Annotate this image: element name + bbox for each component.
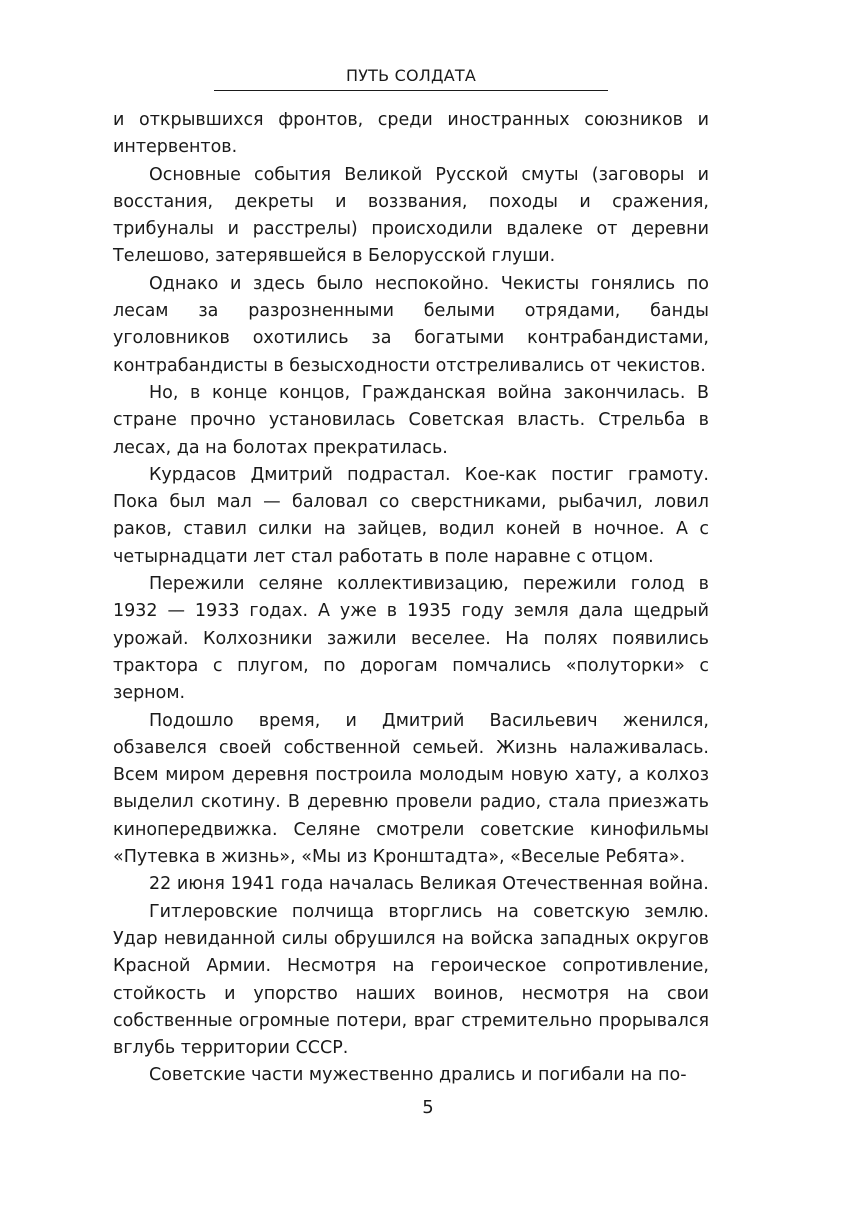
paragraph: Однако и здесь было неспокойно. Чекисты гонялись по лесам за разрозненными белыми отрядами, банды уголовников охотились за богатыми контрабандистами, контрабандисты в безысходности отстреливались от чекистов. <box>113 273 709 376</box>
paragraph: 22 июня 1941 года началась Великая Отечественная война. <box>149 874 709 895</box>
paragraph: Подошло время, и Дмитрий Васильевич женился, обзавелся своей собственной семьей. Жизнь налаживалась. Всем миром деревня построила молодым новую хату, а колхоз выделил скотину. В деревню провели радио, стала приезжать кинопередвижка. Селяне смотрели советские кинофильмы «Путевка в жизнь», «Мы из Кронштадта», «Веселые Ребята». <box>113 710 709 868</box>
paragraph: Гитлеровские полчища вторглись на советскую землю. Удар невиданной силы обрушился на войска западных округов Красной Армии. Несмотря на героическое сопротивление, стойкость и упорство наших воинов, несмотря на свои собственные огромные потери, враг стремительно прорывался вглубь территории СССР. <box>113 901 709 1059</box>
paragraph: Пережили селяне коллективизацию, пережили голод в 1932 — 1933 годах. А уже в 1935 году земля дала щедрый урожай. Колхозники зажили веселее. На полях появились трактора с плугом, по дорогам помчались «полуторки» с зерном. <box>113 574 709 704</box>
paragraph: Но, в конце концов, Гражданская война закончилась. В стране прочно установилась Советская власть. Стрельба в лесах, да на болотах прекратилась. <box>113 382 709 458</box>
paragraph: Советские части мужественно дрались и погибали на по- <box>149 1065 687 1086</box>
header-rule <box>214 90 608 91</box>
paragraph: Основные события Великой Русской смуты (заговоры и восстания, декреты и воззвания, походы и сражения, трибуналы и расстрелы) происходили вдалеке от деревни Телешово, затерявшейся в Белорусской глуши. <box>113 164 709 267</box>
page-number: 5 <box>422 1097 434 1118</box>
body-text <box>113 107 709 1090</box>
paragraph: и открывшихся фронтов, среди иностранных союзников и интервентов. <box>113 110 709 158</box>
running-header: ПУТЬ СОЛДАТА <box>346 66 476 85</box>
paragraph: Курдасов Дмитрий подрастал. Кое-как постиг грамоту. Пока был мал — баловал со сверстниками, рыбачил, ловил раков, ставил силки на зайцев, водил коней в ночное. А с четырнадцати лет стал работать в поле наравне с отцом. <box>113 464 709 567</box>
